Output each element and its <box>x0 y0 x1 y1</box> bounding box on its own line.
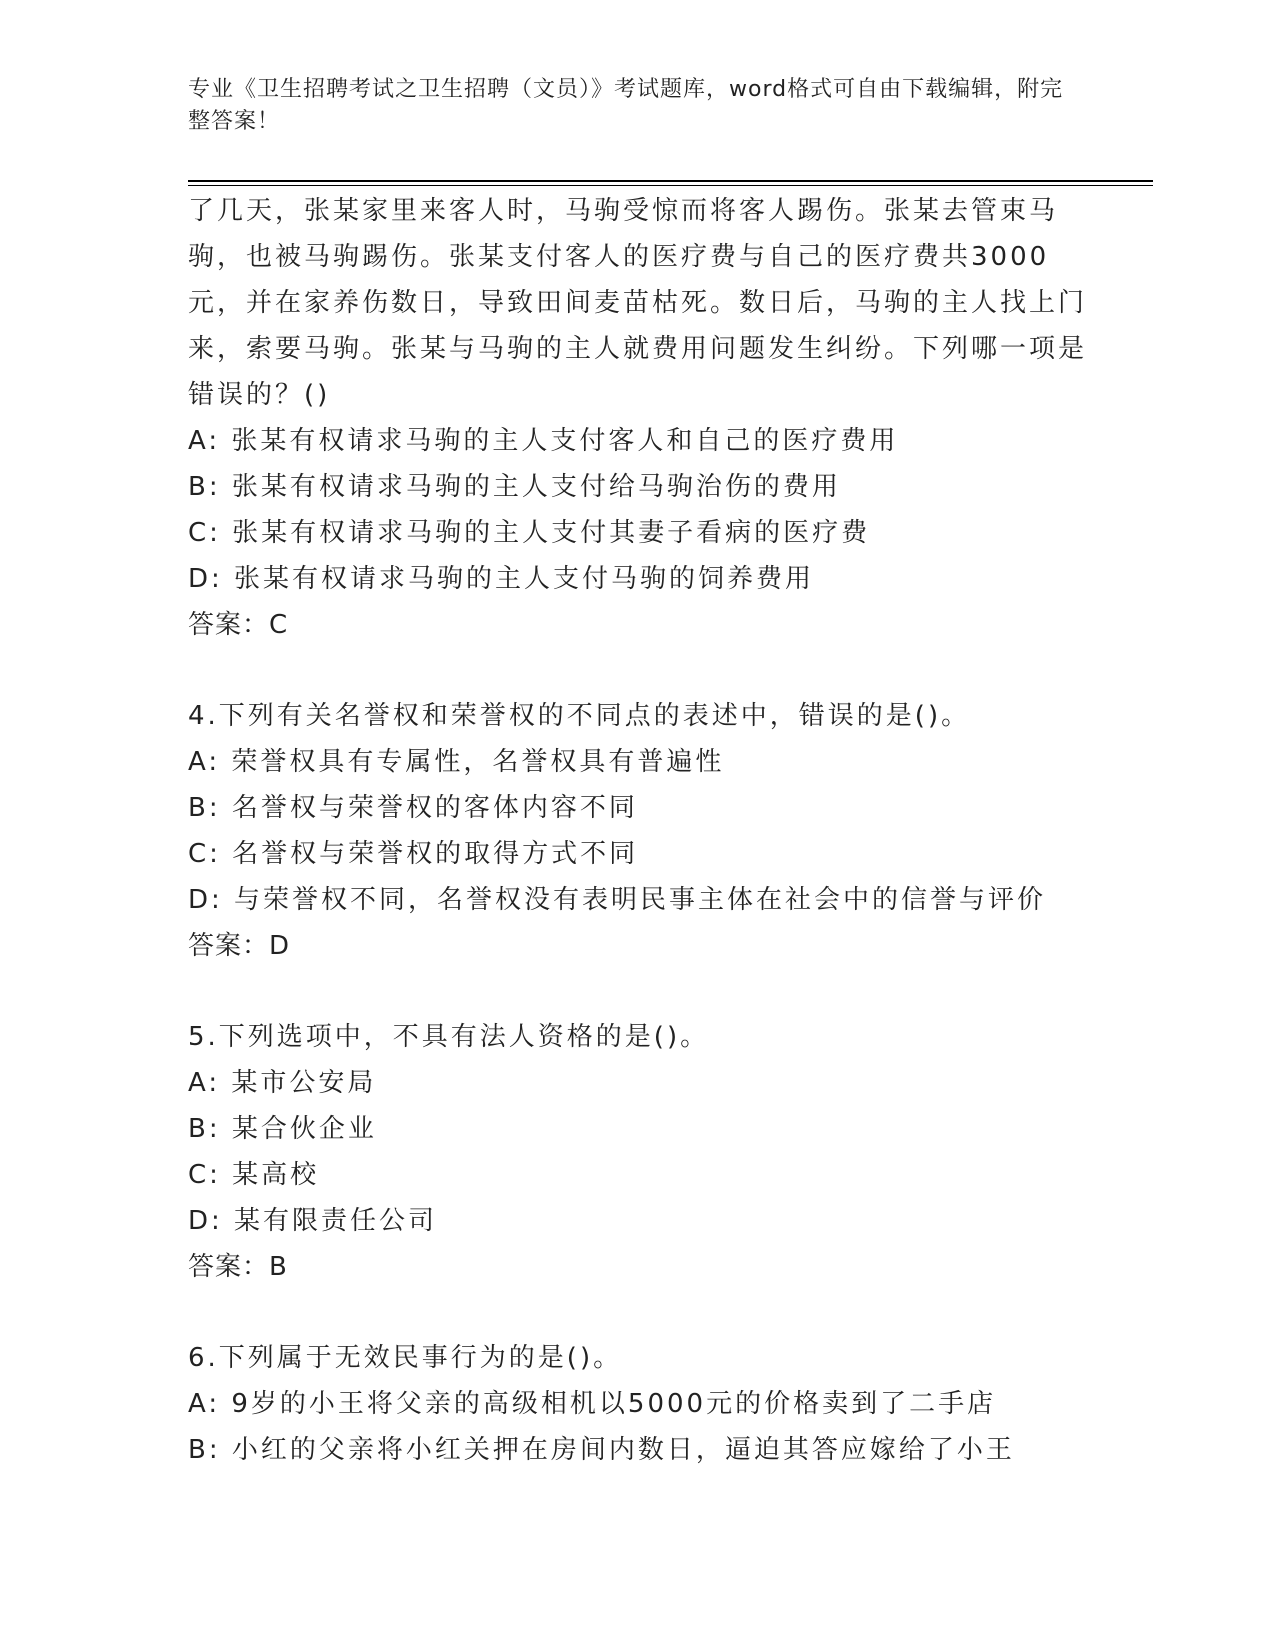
question-6 <box>188 1335 1088 1473</box>
option-b: B: 张某有权请求马驹的主人支付给马驹治伤的费用 <box>188 472 841 502</box>
option-a: A: 某市公安局 <box>188 1068 377 1098</box>
question-stem: 4.下列有关名誉权和荣誉权的不同点的表述中，错误的是()。 <box>188 701 971 731</box>
option-a: A: 荣誉权具有专属性，名誉权具有普遍性 <box>188 747 725 777</box>
answer-line: 答案：D <box>188 931 291 961</box>
option-c: C: 张某有权请求马驹的主人支付其妻子看病的医疗费 <box>188 518 871 548</box>
question-stem: 了几天，张某家里来客人时，马驹受惊而将客人踢伤。张某去管束马驹，也被马驹踢伤。张某支付客人的医疗费与自己的医疗费共3000元，并在家养伤数日，导致田间麦苗枯死。数日后，马驹的主人找上门来，索要马驹。张某与马驹的主人就费用问题发生纠纷。下列哪一项是错误的？() <box>188 196 1088 410</box>
option-a: A: 张某有权请求马驹的主人支付客人和自己的医疗费用 <box>188 426 899 456</box>
option-d: D: 与荣誉权不同，名誉权没有表明民事主体在社会中的信誉与评价 <box>188 885 1047 915</box>
option-b: B: 小红的父亲将小红关押在房间内数日，逼迫其答应嫁给了小王 <box>188 1435 1015 1465</box>
question-3-continued <box>188 188 1088 648</box>
question-stem: 5.下列选项中，不具有法人资格的是()。 <box>188 1022 710 1052</box>
answer-line: 答案：B <box>188 1252 288 1282</box>
answer-line: 答案：C <box>188 610 289 640</box>
option-c: C: 某高校 <box>188 1160 320 1190</box>
option-a: A: 9岁的小王将父亲的高级相机以5000元的价格卖到了二手店 <box>188 1389 997 1419</box>
question-stem: 6.下列属于无效民事行为的是()。 <box>188 1343 623 1373</box>
option-d: D: 某有限责任公司 <box>188 1206 438 1236</box>
option-b: B: 名誉权与荣誉权的客体内容不同 <box>188 793 638 823</box>
option-b: B: 某合伙企业 <box>188 1114 377 1144</box>
option-c: C: 名誉权与荣誉权的取得方式不同 <box>188 839 639 869</box>
document-header: 专业《卫生招聘考试之卫生招聘（文员）》考试题库，word格式可自由下载编辑，附完整答案！ <box>188 77 1064 134</box>
document-body <box>188 188 1088 1473</box>
question-5 <box>188 1014 1088 1290</box>
header-divider-thick <box>188 180 1153 182</box>
header-divider-thin <box>188 185 1153 186</box>
question-4 <box>188 693 1088 969</box>
option-d: D: 张某有权请求马驹的主人支付马驹的饲养费用 <box>188 564 815 594</box>
